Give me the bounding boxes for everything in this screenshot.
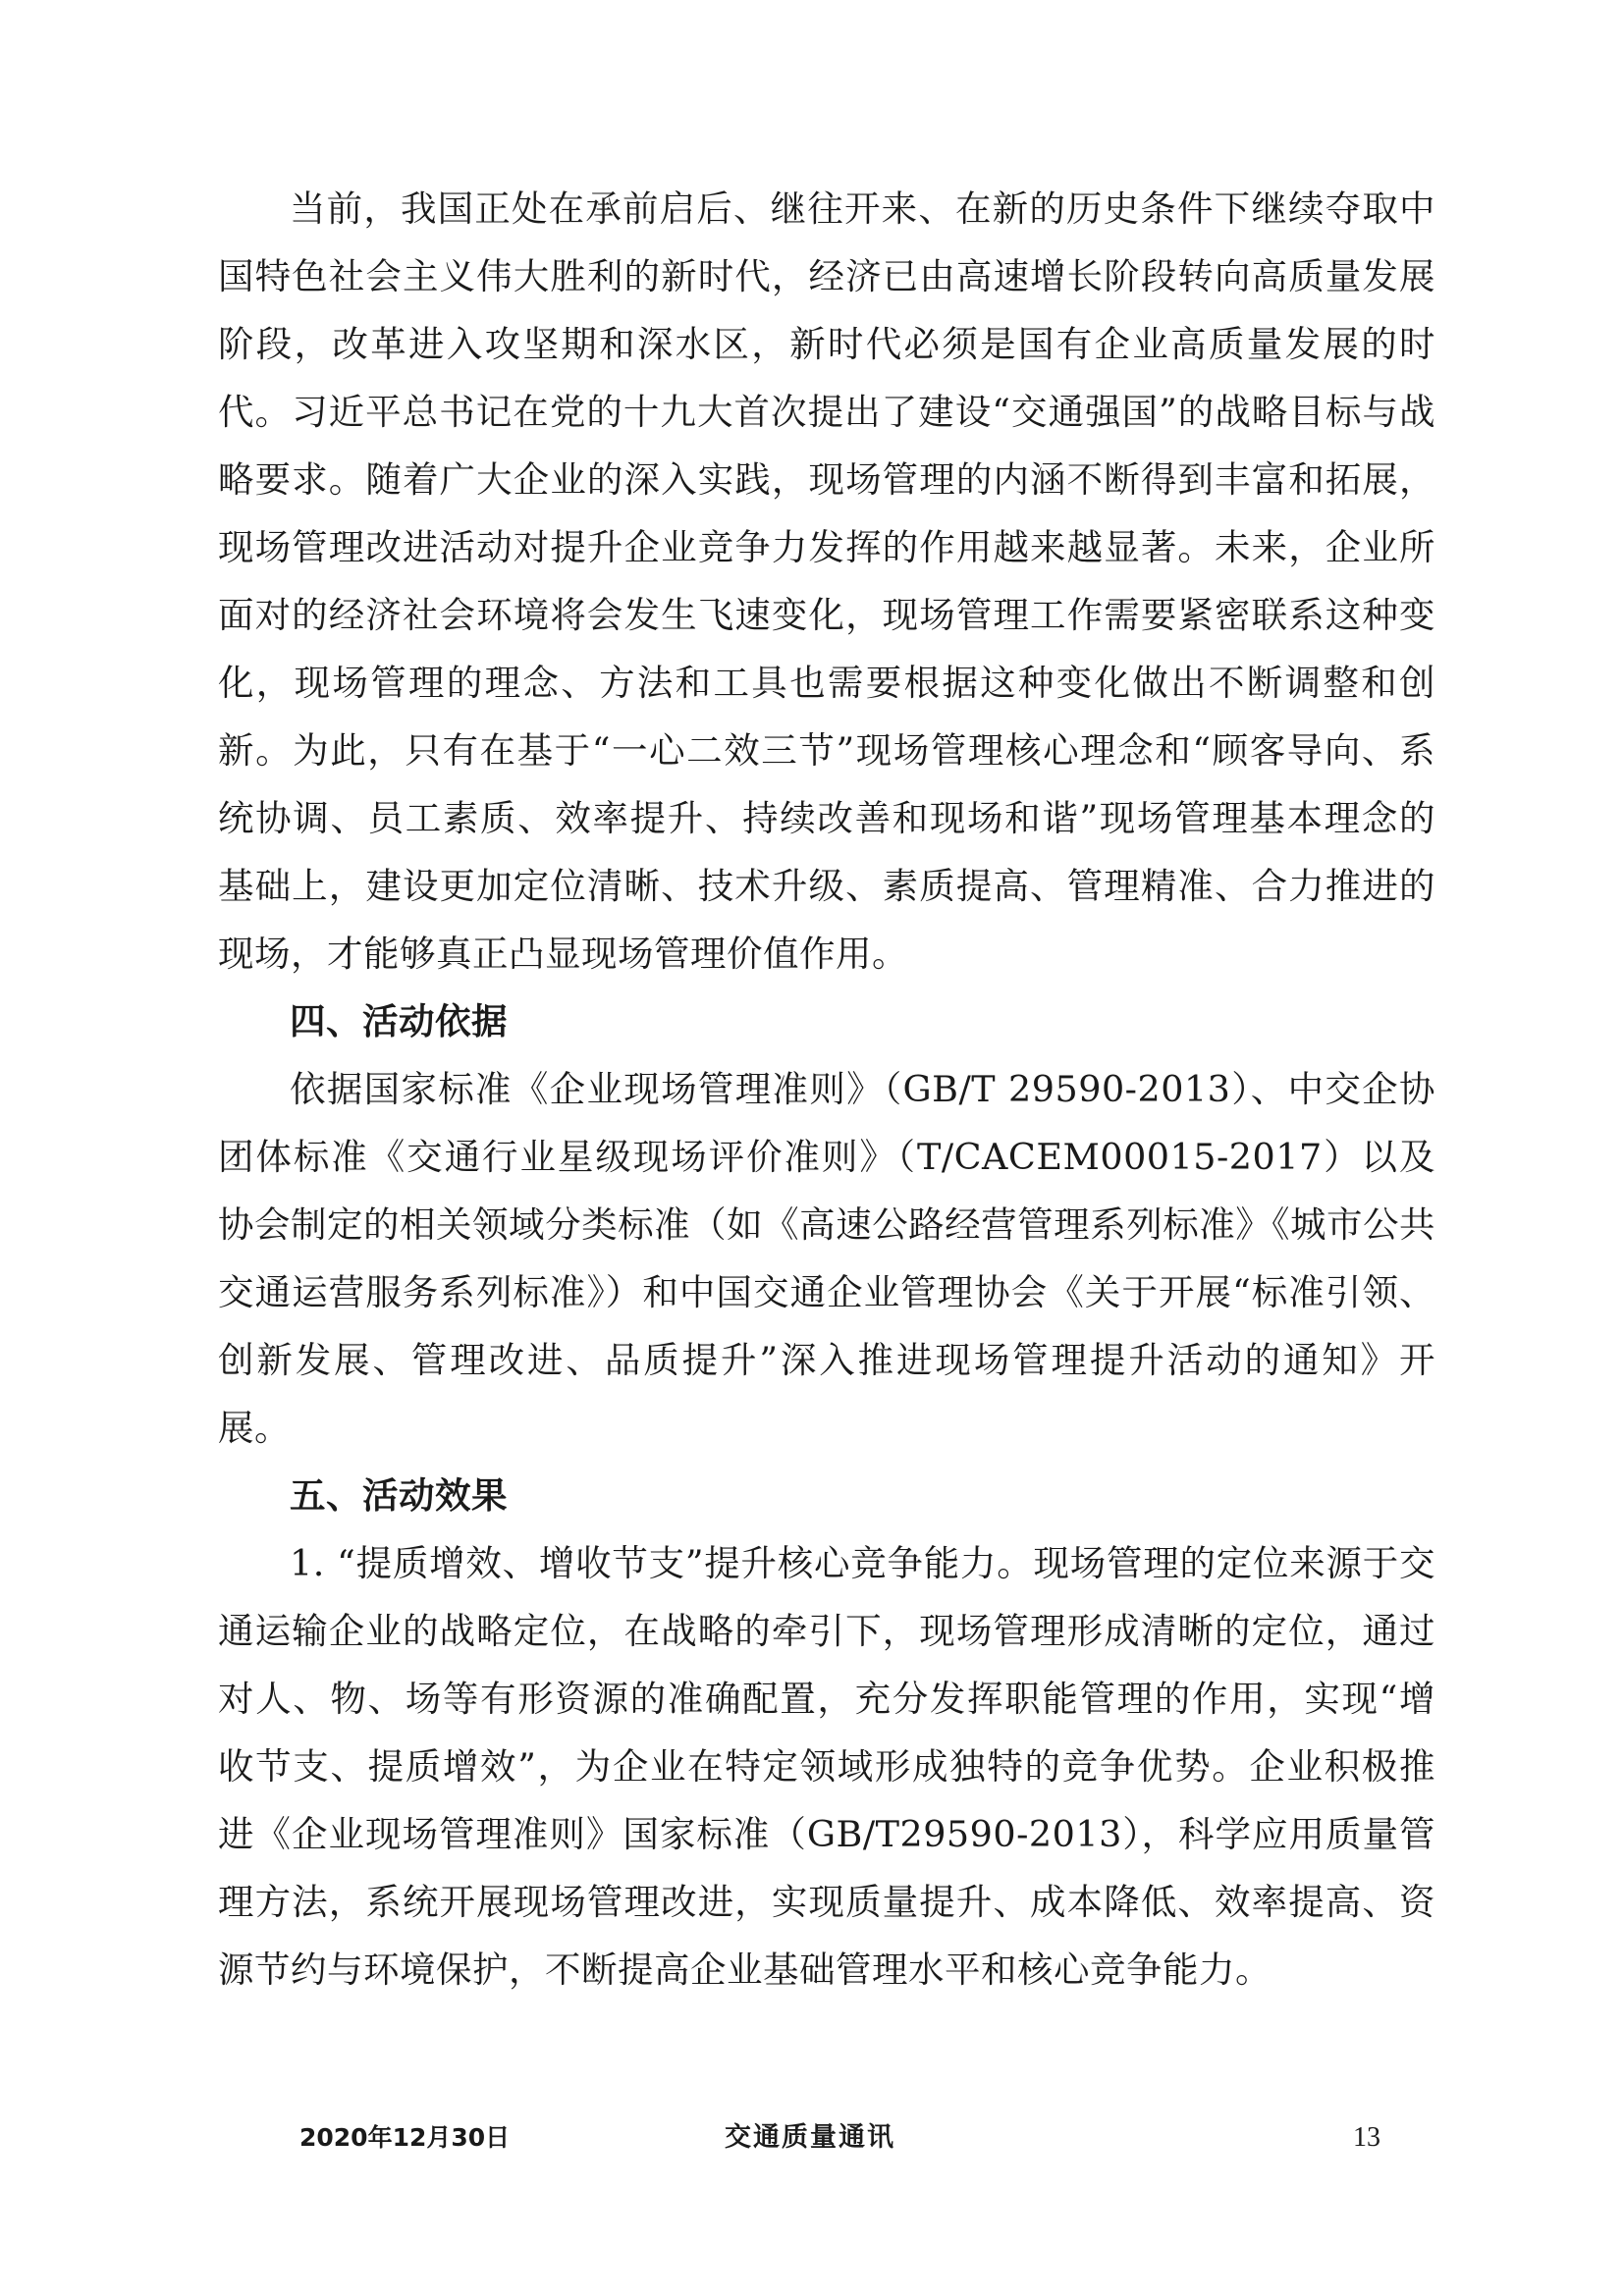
footer-publication-title: 交通质量通讯 <box>725 2122 895 2153</box>
section-heading-basis: 四、活动依据 <box>290 1000 508 1042</box>
footer-date: 2020年12月30日 <box>299 2123 511 2152</box>
paragraph-effect-1: 1. “提质增效、增收节支”提升核心竞争能力。现场管理的定位来源于交通运输企业的战略定位，在战略的牵引下，现场管理形成清晰的定位，通过对人、物、场等有形资源的准确配置，充分发挥职能管理的作用，实现“增收节支、提质增效”，为企业在特定领域形成独特的竞争优势。企业积极推进《企业现场管理准则》国家标准（GB/T29590-2013），科学应用质量管理方法，系统开展现场管理改进，实现质量提升、成本降低、效率提高、资源节约与环境保护，不断提高企业基础管理水平和核心竞争能力。 <box>218 1542 1435 1991</box>
paragraph-intro: 当前，我国正处在承前启后、继往开来、在新的历史条件下继续夺取中国特色社会主义伟大胜利的新时代，经济已由高速增长阶段转向高质量发展阶段，改革进入攻坚期和深水区，新时代必须是国有企业高质量发展的时代。习近平总书记在党的十九大首次提出了建设“交通强国”的战略目标与战略要求。随着广大企业的深入实践，现场管理的内涵不断得到丰富和拓展，现场管理改进活动对提升企业竞争力发挥的作用越来越显著。未来，企业所面对的经济社会环境将会发生飞速变化，现场管理工作需要紧密联系这种变化，现场管理的理念、方法和工具也需要根据这种变化做出不断调整和创新。为此，只有在基于“一心二效三节”现场管理核心理念和“顾客导向、系统协调、员工素质、效率提升、持续改善和现场和谐”现场管理基本理念的基础上，建设更加定位清晰、技术升级、素质提高、管理精准、合力推进的现场，才能够真正凸显现场管理价值作用。 <box>218 187 1435 975</box>
document-body <box>218 175 1435 2003</box>
paragraph-basis: 依据国家标准《企业现场管理准则》（GB/T 29590-2013）、中交企协团体标准《交通行业星级现场评价准则》（T/CACEM00015-2017）以及协会制定的相关领域分类标准（如《高速公路经营管理系列标准》《城市公共交通运营服务系列标准》）和中国交通企业管理协会《关于开展“标准引领、创新发展、管理改进、品质提升”深入推进现场管理提升活动的通知》开展。 <box>218 1068 1435 1449</box>
footer-page-number: 13 <box>1353 2122 1380 2153</box>
section-heading-effect: 五、活动效果 <box>290 1474 508 1517</box>
